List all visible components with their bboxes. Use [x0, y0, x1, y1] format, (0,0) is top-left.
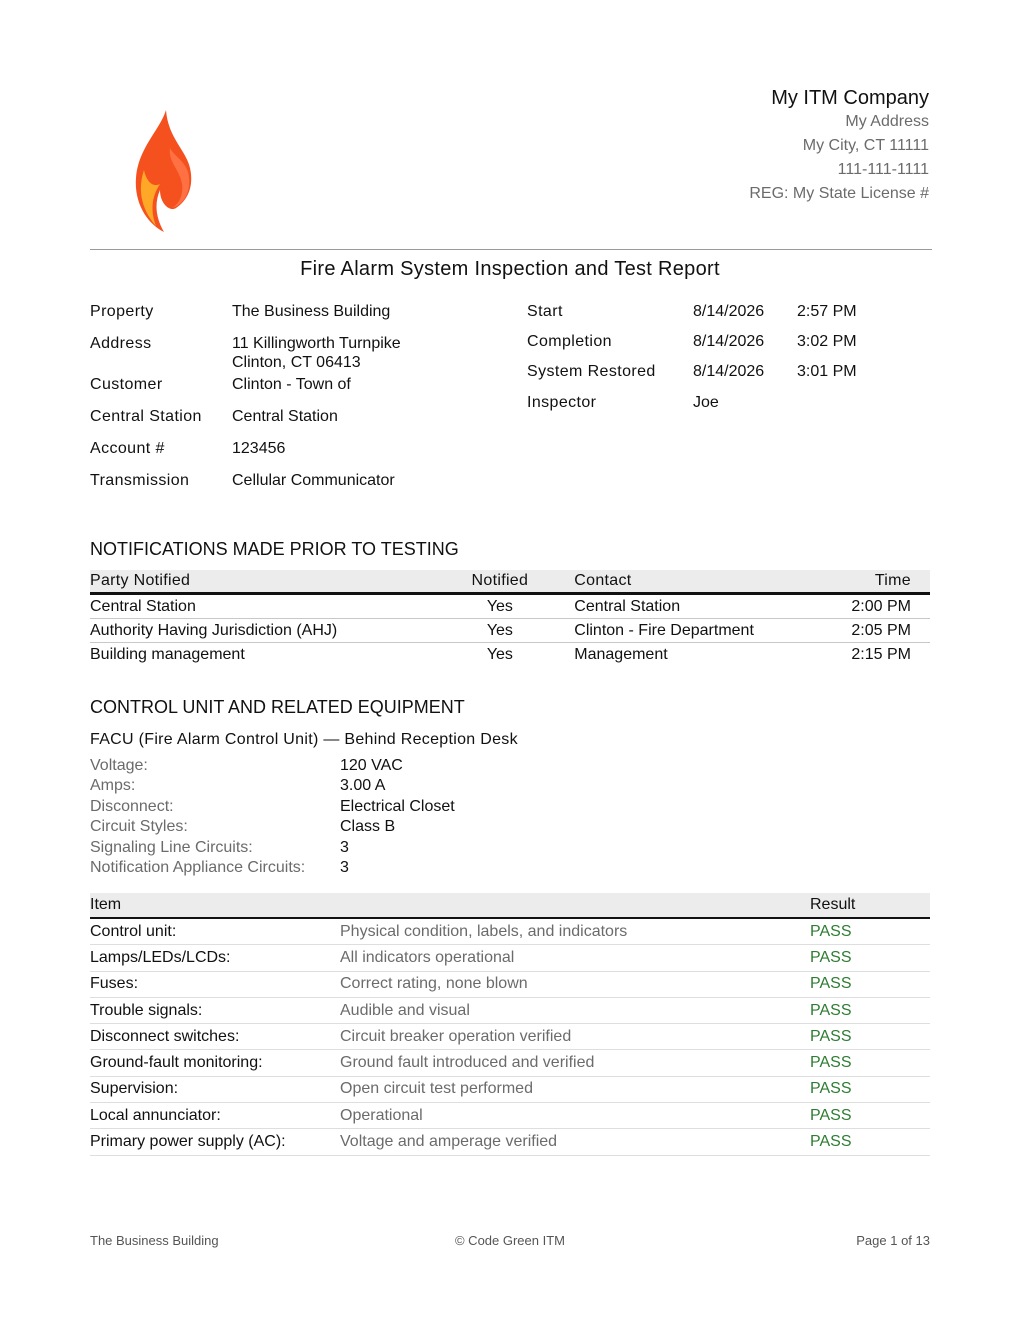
timing-label: Start	[527, 303, 563, 320]
spec-label: Circuit Styles:	[90, 818, 188, 836]
info-row	[90, 375, 401, 407]
cell-spacer	[535, 594, 575, 619]
timing-label: System Restored	[527, 363, 656, 380]
spec-value: Electrical Closet	[340, 797, 455, 815]
cell-description: Voltage and amperage verified	[340, 1129, 810, 1155]
info-label: Account #	[90, 440, 165, 457]
footer-page-number: Page 1 of 13	[856, 1233, 930, 1248]
table-row	[90, 1024, 930, 1050]
cell-party: Building management	[90, 645, 245, 663]
property-info	[90, 302, 401, 503]
control-unit-heading: CONTROL UNIT AND RELATED EQUIPMENT	[90, 697, 465, 717]
cell-description: Correct rating, none blown	[340, 971, 810, 997]
table-row	[90, 1129, 930, 1155]
timing-date: 8/14/2026	[693, 333, 765, 350]
cell-result: PASS	[810, 945, 930, 971]
company-block	[749, 86, 929, 206]
cell-description: Ground fault introduced and verified	[340, 1050, 810, 1076]
table-row	[90, 1076, 930, 1102]
cell-result: PASS	[810, 918, 930, 945]
spec-value: 3	[340, 858, 349, 876]
info-value: 123456	[232, 440, 286, 457]
spec-row	[90, 756, 455, 776]
table-header-row	[90, 570, 930, 594]
spec-row	[90, 776, 455, 796]
items-body	[90, 918, 930, 1155]
inspector-name: Joe	[693, 394, 719, 411]
col-time: Time	[805, 570, 930, 594]
report-title: Fire Alarm System Inspection and Test Report	[300, 258, 720, 280]
table-row	[90, 945, 930, 971]
table-row	[90, 619, 930, 643]
info-label: Transmission	[90, 472, 190, 489]
cell-item: Ground-fault monitoring:	[90, 1050, 340, 1076]
cell-time: 2:00 PM	[805, 594, 930, 619]
cell-description: Operational	[340, 1103, 810, 1129]
spec-row	[90, 838, 455, 858]
spec-row	[90, 797, 455, 817]
col-description	[340, 893, 810, 918]
timing-row	[527, 393, 857, 423]
cell-item: Lamps/LEDs/LCDs:	[90, 945, 340, 971]
spec-label: Voltage:	[90, 757, 148, 774]
col-notified: Notified	[465, 570, 535, 594]
notifications-table	[90, 570, 930, 666]
cell-notified: Yes	[486, 645, 513, 663]
spec-label: Amps:	[90, 777, 136, 795]
cell-item: Primary power supply (AC):	[90, 1129, 340, 1155]
info-label: Property	[90, 303, 154, 320]
cell-contact: Management	[574, 645, 668, 663]
timing-date: 8/14/2026	[693, 303, 765, 320]
info-row	[90, 302, 401, 334]
cell-result: PASS	[810, 971, 930, 997]
cell-party: Central Station	[90, 594, 465, 619]
col-result: Result	[810, 893, 930, 918]
cell-result: PASS	[810, 1050, 930, 1076]
inspection-items-table	[90, 893, 930, 1156]
cell-item: Fuses:	[90, 971, 340, 997]
info-row	[90, 439, 401, 471]
cell-description: Audible and visual	[340, 997, 810, 1023]
cell-spacer	[535, 619, 575, 643]
header-divider	[90, 249, 932, 250]
company-address: My Address	[845, 113, 929, 130]
timing-time: 3:01 PM	[797, 363, 857, 380]
col-spacer	[535, 570, 575, 594]
company-city: My City, CT 11111	[802, 137, 929, 154]
info-value: Cellular Communicator	[232, 472, 395, 489]
cell-contact: Central Station	[574, 594, 805, 619]
info-row	[90, 471, 401, 503]
cell-time: 2:15 PM	[851, 645, 911, 663]
cell-notified: Yes	[465, 594, 535, 619]
cell-item: Supervision:	[90, 1076, 340, 1102]
col-party: Party Notified	[90, 570, 465, 594]
timing-time: 2:57 PM	[797, 303, 857, 320]
timing-row	[527, 362, 857, 393]
cell-item: Local annunciator:	[90, 1103, 340, 1129]
footer-copyright: © Code Green ITM	[454, 1233, 565, 1248]
cell-notified: Yes	[465, 619, 535, 643]
cell-contact: Clinton - Fire Department	[574, 619, 805, 643]
info-label: Customer	[90, 376, 163, 393]
table-row	[90, 1050, 930, 1076]
table-row	[90, 997, 930, 1023]
spec-row	[90, 817, 455, 837]
timing-date: 8/14/2026	[693, 363, 765, 380]
info-row	[90, 407, 401, 439]
notifications-heading: NOTIFICATIONS MADE PRIOR TO TESTING	[90, 539, 459, 559]
table-row	[90, 1103, 930, 1129]
cell-item: Disconnect switches:	[90, 1024, 340, 1050]
cell-description: All indicators operational	[340, 945, 810, 971]
spec-value: 120 VAC	[340, 757, 403, 774]
timing-row	[527, 332, 857, 362]
timing-label: Inspector	[527, 394, 597, 411]
company-name: My ITM Company	[771, 87, 929, 109]
facu-specs	[90, 756, 455, 878]
address-line-1: 11 Killingworth Turnpike	[232, 335, 401, 352]
info-label: Address	[90, 335, 152, 352]
cell-result: PASS	[810, 1076, 930, 1102]
spec-label: Disconnect:	[90, 797, 174, 815]
timing-label: Completion	[527, 333, 612, 350]
cell-result: PASS	[810, 1129, 930, 1155]
cell-result: PASS	[810, 997, 930, 1023]
cell-result: PASS	[810, 1103, 930, 1129]
cell-spacer	[535, 643, 575, 667]
info-value: Clinton - Town of	[232, 376, 351, 393]
cell-description: Circuit breaker operation verified	[340, 1024, 810, 1050]
spec-row	[90, 858, 455, 878]
timing-info	[527, 302, 857, 423]
cell-item: Trouble signals:	[90, 997, 340, 1023]
table-row	[90, 918, 930, 945]
company-phone: 111-111-1111	[837, 161, 929, 178]
cell-time: 2:05 PM	[805, 619, 930, 643]
col-item: Item	[90, 893, 340, 918]
timing-time: 3:02 PM	[797, 333, 857, 350]
info-value: The Business Building	[232, 303, 391, 320]
table-row	[90, 594, 930, 619]
info-row	[90, 334, 401, 375]
spec-value: Class B	[340, 818, 396, 836]
cell-description: Open circuit test performed	[340, 1076, 810, 1102]
timing-row	[527, 302, 857, 332]
cell-item: Control unit:	[90, 918, 340, 945]
info-value	[232, 334, 401, 372]
table-row	[90, 971, 930, 997]
spec-label: Notification Appliance Circuits:	[90, 858, 306, 876]
cell-party: Authority Having Jurisdiction (AHJ)	[90, 619, 465, 643]
table-row	[90, 643, 930, 667]
cell-description: Physical condition, labels, and indicators	[340, 918, 810, 945]
table-header-row	[90, 893, 930, 918]
spec-label: Signaling Line Circuits:	[90, 838, 253, 856]
spec-value: 3.00 A	[340, 777, 386, 795]
footer-property: The Business Building	[90, 1233, 219, 1248]
col-contact: Contact	[574, 570, 805, 594]
company-license: REG: My State License #	[749, 185, 929, 202]
facu-title: FACU (Fire Alarm Control Unit) — Behind Reception Desk	[90, 731, 518, 748]
info-label: Central Station	[90, 408, 202, 425]
address-line-2: Clinton, CT 06413	[232, 354, 361, 371]
info-value: Central Station	[232, 408, 338, 425]
flame-logo-icon	[130, 108, 196, 234]
cell-result: PASS	[810, 1024, 930, 1050]
spec-value: 3	[340, 838, 349, 856]
